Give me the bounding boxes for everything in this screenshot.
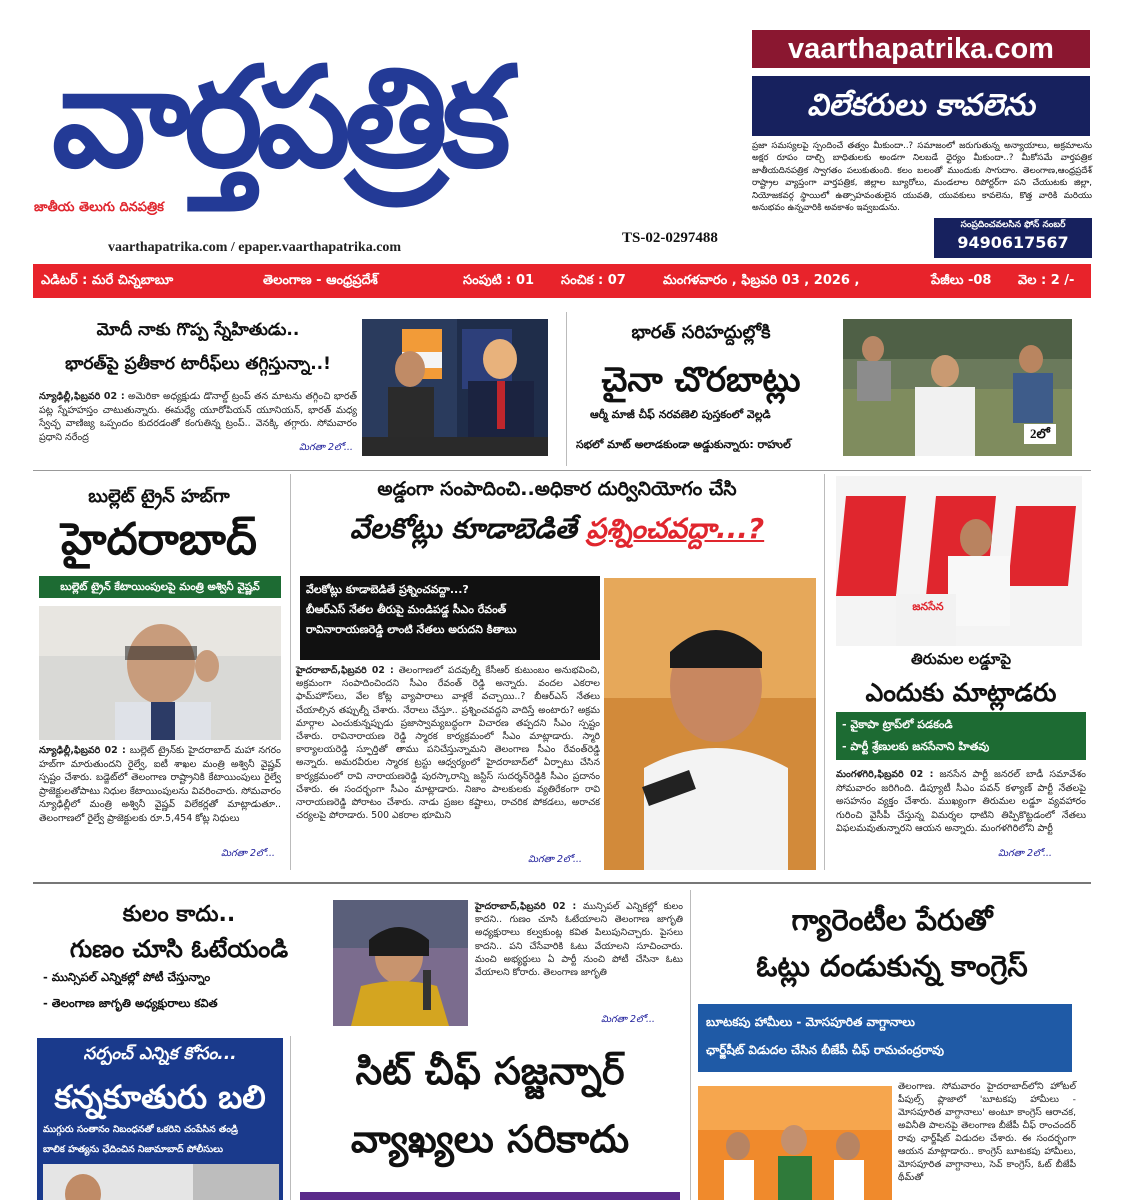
story-sit-headline-2: వ్యాఖ్యలు సరికాదు xyxy=(350,1117,630,1161)
story-china-page-ref[interactable]: 2లో xyxy=(1024,424,1056,444)
divider xyxy=(290,1036,291,1200)
story-sit-chief xyxy=(292,1034,688,1200)
story-sarpanch-sub1: ముగ్గురు సంతానం నిబంధనతో ఒకరిని చంపేసిన తండ్రి xyxy=(43,1124,238,1135)
story-china xyxy=(570,308,1092,468)
story-congress-headline-1: గ్యారెంటీల పేరుతో xyxy=(791,903,993,937)
price: వెల : 2 /- xyxy=(1018,273,1075,288)
divider xyxy=(33,470,1091,471)
reporters-wanted-text: ప్రజా సమస్యలపై స్పందించే తత్వం మీకుందా..? సమాజంలో జరుగుతున్న అన్యాయాలు, అక్రమాలను అక్షర రూపం దాల్చి బాధితులకు అండగా నిలబడే ధైర్యం మీకుందా..? మీకోసమే వార్తపత్రిక జాతీయదినపత్రిక స్వాగతం పలుకుతుంది. కలం బలంతో ముందుకు సాగుదాం. తెలంగాణ,ఆంధ్రప్రదేశ్ రాష్ట్రాల వ్యాప్తంగా వార్తపత్రిక, జిల్లాల బ్యూరోలు, మండలాల రిపోర్టర్‌గా పని చేయుటకు జిల్లా, నియోజకవర్గ స్థాయిలో ఉత్సాహవంతులైన యువతి, యువకులు కావలెను, కొత్త వారికి మరియు అనుభవం ఉన్నవారికి అవకాశం ఇవ్వబడును. xyxy=(752,141,1092,214)
registration-number: TS-02-0297488 xyxy=(622,230,718,246)
story-kavitha-kicker: కులం కాదు.. xyxy=(122,902,236,927)
volume: సంపుటి : 01 xyxy=(463,273,535,288)
site-url-box[interactable] xyxy=(752,30,1090,68)
story-bullet-train-headline: హైదరాబాద్ xyxy=(61,514,257,565)
divider xyxy=(824,474,825,870)
divider xyxy=(690,890,691,1200)
story-laddu-bullets: - వైకాపా ట్రాప్‌లో పడకండి - పార్టీ శ్రేణులకు జనసేనాని హితవు xyxy=(836,712,1086,760)
story-tariffs-kicker: మోదీ నాకు గొప్ప స్నేహితుడు.. xyxy=(96,320,300,340)
page-count: పేజీలు -08 xyxy=(931,273,992,288)
contact-box xyxy=(934,218,1092,258)
story-kavitha-dateline: హైదరాబాద్,ఫిబ్రవరి 02 : xyxy=(475,901,577,912)
info-bar xyxy=(33,264,1091,298)
reporters-wanted-banner: విలేకరులు కావలెను xyxy=(752,76,1090,136)
story-sarpanch xyxy=(33,1034,285,1200)
lead-story xyxy=(292,472,822,872)
site-url: vaarthapatrika.com xyxy=(788,33,1054,65)
revanth-photo xyxy=(604,578,816,870)
story-china-kicker: భారత్ సరిహద్దుల్లోకి xyxy=(631,322,771,343)
story-laddu-dateline: మంగళగిరి,ఫిబ్రవరి 02 : xyxy=(836,769,934,780)
story-congress-body: తెలంగాణ. సోమవారం హైదరాబాద్‌లోని హోటల్ పీపుల్స్ ప్లాజాలో 'బూటకపు హామీలు - మోసపూరిత వాగ్దానాలు' అంటూ కాంగ్రెస్ ఆరాచక, అవినీతి పాలనపై తెలంగాణ బీజేపీ చీఫ్ రాంచందర్ రావు ఛార్జ్‌షీట్ విడుదల చేశారు. ఈ సందర్భంగా ఆయన మాట్లాడారు.. కాంగ్రెస్ బూటకపు హామీలు, మోసపూరిత వాగ్దానాలు, సెవ్ కాంగ్రెస్, ఓట్ బీజేపీ థీమ్‌తో xyxy=(898,1081,1076,1183)
story-kavitha-more[interactable]: మిగతా 2లో... xyxy=(601,1014,655,1025)
minister-photo xyxy=(39,606,281,740)
lead-more[interactable]: మిగతా 2లో... xyxy=(528,854,582,865)
story-kavitha-headline: గుణం చూసి ఓటేయండి xyxy=(69,935,289,963)
kavitha-photo xyxy=(333,900,468,1026)
lead-summary-box: వేలకోట్లు కూడాబెడితే ప్రశ్నించవద్దా...? బీఆర్ఎస్ నేతల తీరుపై మండిపడ్డ సీఎం రేవంత్ రావినారాయణరెడ్డి లాంటి నేతలు అరుదని కితాబు xyxy=(300,576,600,660)
region: తెలంగాణ - ఆంధ్రప్రదేశ్ xyxy=(263,273,378,288)
story-sarpanch-headline: కన్నకూతురు బలి xyxy=(54,1078,266,1116)
story-congress xyxy=(692,888,1092,1200)
story-bullet-train-strap: బుల్లెట్ ట్రైన్ కేటాయింపులపై మంత్రి అశ్వినీ వైష్ణవ్ xyxy=(39,576,281,598)
modi-trump-photo xyxy=(362,319,548,456)
story-kavitha-bullet1: - మున్సిపల్ ఎన్నికల్లో పోటీ చేస్తున్నాం xyxy=(43,970,211,984)
story-kavitha-body: హైదరాబాద్,ఫిబ్రవరి 02 : మున్సిపల్ ఎన్నికల్లో కులం కాదని.. గుణం చూసి ఓటేయాలని తెలంగాణ జాగృతి అధ్యక్షురాలు కల్వకుంట్ల కవిత పిలుపునిచ్చారు. పైసలు కాదని.. పని చేసేవారికి ఓటు వేయాలని సూచించారు. మంచి అభ్యర్థులు ఏ పార్టీ నుంచి పోటీ చేసినా ఓటు వేయాలని కోరారు. తెలంగాణ జాగృతి xyxy=(475,901,683,979)
story-laddu-kicker: తిరుమల లడ్డూపై xyxy=(911,650,1011,668)
story-congress-strap: బూటకపు హామీలు - మోసపూరిత వాగ్దానాలు ఛార్జ్‌షీట్ విడుదల చేసిన బీజేపీ చీఫ్ రామచంద్రరావు xyxy=(698,1004,1072,1072)
story-sit-strap xyxy=(300,1192,680,1200)
janasena-photo xyxy=(836,476,1082,646)
bjp-photo xyxy=(698,1086,892,1200)
story-sarpanch-sub2: బాలిక హత్యను ఛేదించిన నిజామాబాద్ పోలీసులు xyxy=(43,1144,224,1155)
divider xyxy=(566,312,567,466)
story-bullet-train-more[interactable]: మిగతా 2లో... xyxy=(221,848,275,859)
story-laddu-headline: ఎందుకు మాట్లాడరు xyxy=(865,678,1057,707)
story-tariffs-more[interactable]: మిగతా 2లో... xyxy=(299,442,353,453)
story-congress-headline-2: ఓట్లు దండుకున్న కాంగ్రెస్ xyxy=(756,949,1028,983)
girl-photo xyxy=(43,1164,279,1200)
lead-dateline: హైదరాబాద్,ఫిబ్రవరి 02 : xyxy=(296,665,394,676)
story-laddu-more[interactable]: మిగతా 2లో... xyxy=(998,848,1052,859)
story-tariffs-headline: భారత్‌పై ప్రతీకార టారీఫ్‌లు తగ్గిస్తున్నా..! xyxy=(65,354,331,374)
story-bullet-train-kicker: బుల్లెట్ ట్రైన్ హబ్‌గా xyxy=(88,486,230,507)
story-kavitha-bullet2: - తెలంగాణ జాగృతి అధ్యక్షురాలు కవిత xyxy=(43,996,218,1010)
story-laddu-body: మంగళగిరి,ఫిబ్రవరి 02 : జనసేన పార్టీ జనరల్ బాడీ సమావేశం సోమవారం జరిగింది. డిప్యూటీ సీఎం పవన్ కళ్యాణ్ పార్టీ నేతలపై అసహనం వ్యక్తం చేశారు. ముఖ్యంగా తిరుమల లడ్డూ వ్యవహారం గురించి వైసీపీ చేస్తున్న విమర్శల ధాటిని తిప్పికొట్టడంలో నేతలు విఫలమవుతున్నారని ఆయన అన్నారు. మంగళగిరిలోని పార్టీ xyxy=(836,769,1086,834)
divider xyxy=(290,474,291,870)
story-china-headline: చైనా చొరబాట్లు xyxy=(601,360,801,400)
story-tariffs-body: న్యూఢిల్లీ,ఫిబ్రవరి 02 : అమెరికా అధ్యక్షుడు డొనాల్డ్ ట్రంప్ తన మాటను తగ్గించి భారత్ పట్ల స్నేహహస్తం చాటుతున్నారు. ఈమధ్యే యూరోపియన్ యూనియన్, భారత్ మధ్య స్వేచ్ఛ వాణిజ్య ఒప్పందం కుదరడంతో కంగుతిన్న ట్రంప్.. వెనక్కి తగ్గారు. సోమవారం ప్రధాని నరేంద్ర xyxy=(39,391,357,443)
lead-headline: వేలకోట్లు కూడాబెడితే ప్రశ్నించవద్దా...? xyxy=(349,512,765,545)
story-bullet-train-dateline: న్యూఢిల్లీ,ఫిబ్రవరి 02 : xyxy=(39,745,126,756)
issue-date: మంగళవారం , ఫిబ్రవరి 03 , 2026 , xyxy=(663,273,860,288)
story-tariffs-dateline: న్యూఢిల్లీ,ఫిబ్రవరి 02 : xyxy=(39,391,125,402)
masthead xyxy=(0,0,1122,258)
story-bullet-train xyxy=(33,472,285,872)
lead-body: హైదరాబాద్,ఫిబ్రవరి 02 : తెలంగాణలో పదవుల్నీ కేసీఆర్ కుటుంబం అనుభవించి, అక్రమంగా సంపాదించిందని సీఎం రేవంత్ రెడ్డి అన్నారు. వందల ఎకరాల ఫామ్‌హౌస్‌లు, వేల కోట్ల వ్యాపారాలు వాళ్లకే వచ్చాయి..? బీఆర్ఎస్ నేతలు చేయాల్సిన తప్పుల్నీ చేశారు. నేరాలు చేస్తూ.. ప్రశ్నించవద్దని వాదిస్తే అంటారు? అక్రమ మార్గాల ఎంచుకున్నప్పుడు ప్రజాస్వామ్యబద్ధంగా విచారణ తప్పదని సీఎం స్పష్టం చేశారు. రావినారాయణ రెడ్డి స్మారక కార్యక్రమంలో సీఎం మాట్లాడారు. స్మారి కార్యాలయరెడ్డి స్ఫూర్తితో తాము పనిచేస్తున్నామని తెలంగాణ సీఎం రేవంత్‌రెడ్డి అన్నారు. అమరవీరుల స్మారక ట్రస్టు ఆధ్వర్యంలో హైదరాబాద్‌లో ఏర్పాటు చేసిన కార్యక్రమంలో రావి నారాయణరెడ్డి పురస్కారాన్ని జస్టిస్ సుదర్శన్‌రెడ్డికి సీఎం ప్రదానం చేశారు. ఈ సందర్భంగా సీఎం మాట్లాడారు. నిజాం పాలకులకు వ్యతిరేకంగా రావి నారాయణరెడ్డి పోరాటం చేశారు. నాడు ప్రజల కష్టాలు, రాచరిక పోకడలు, అరాచక చర్యలపై పోరాడారు. 500 ఎకరాల భూమిని xyxy=(296,665,600,822)
story-kavitha xyxy=(33,888,685,1030)
contact-label: సంప్రదించవలసిన ఫోన్ నంబర్ xyxy=(960,220,1066,230)
story-china-sub1: ఆర్మీ మాజీ చీఫ్ నరవణెలి పుస్తకంలో వెల్లడి xyxy=(590,408,771,421)
editor: ఎడిటర్ : మరే చిన్నబాబూ xyxy=(41,273,174,288)
lead-kicker: అడ్డంగా సంపాదించి..అధికార దుర్వినియోగం చేసి xyxy=(377,478,737,500)
issue: సంచిక : 07 xyxy=(561,273,626,288)
divider xyxy=(33,882,1091,884)
janasena-banner-text: జనసేన xyxy=(912,600,944,613)
masthead-urls[interactable]: vaarthapatrika.com / epaper.vaarthapatrika.com xyxy=(108,240,402,255)
story-bullet-train-body: న్యూఢిల్లీ,ఫిబ్రవరి 02 : బుల్లెట్ ట్రైన్‌కు హైదరాబాద్ మహా నగరం హబ్‌గా మారుతుందని రైల్వే, ఐటీ శాఖల మంత్రి అశ్వినీ వైష్ణవ్ స్పష్టం చేశారు. బడ్జెట్‌లో తెలంగాణ రాష్ట్రానికి కేటాయింపులు రైల్వే ప్రాజెక్టులతోపాటు నిధుల కేటాయింపులను వివరించారు. సోమవారం న్యూఢిల్లీలో మంత్రి అశ్వినీ వైష్ణవ్ విలేకర్లతో మాట్లాడుతూ.. తెలంగాణలో రైల్వే ప్రాజెక్టులకు రూ.5,454 కోట్ల నిధులు xyxy=(39,745,281,824)
story-sarpanch-kicker: సర్పంచ్ ఎన్నిక కోసం... xyxy=(83,1044,237,1064)
masthead-tagline: జాతీయ తెలుగు దినపత్రిక xyxy=(34,200,164,215)
contact-phone[interactable]: 9490617567 xyxy=(957,233,1069,252)
story-sit-headline-1: సిట్ చీఫ్ సజ్జన్నార్ xyxy=(355,1049,625,1093)
story-tariffs xyxy=(33,308,555,468)
masthead-logo: వార్తపత్రిక xyxy=(52,37,505,199)
story-laddu xyxy=(830,472,1092,872)
story-china-sub2: సభలో మాట్ అలాడకుండా అడ్డుకున్నారు: రాహుల్ xyxy=(576,438,791,451)
